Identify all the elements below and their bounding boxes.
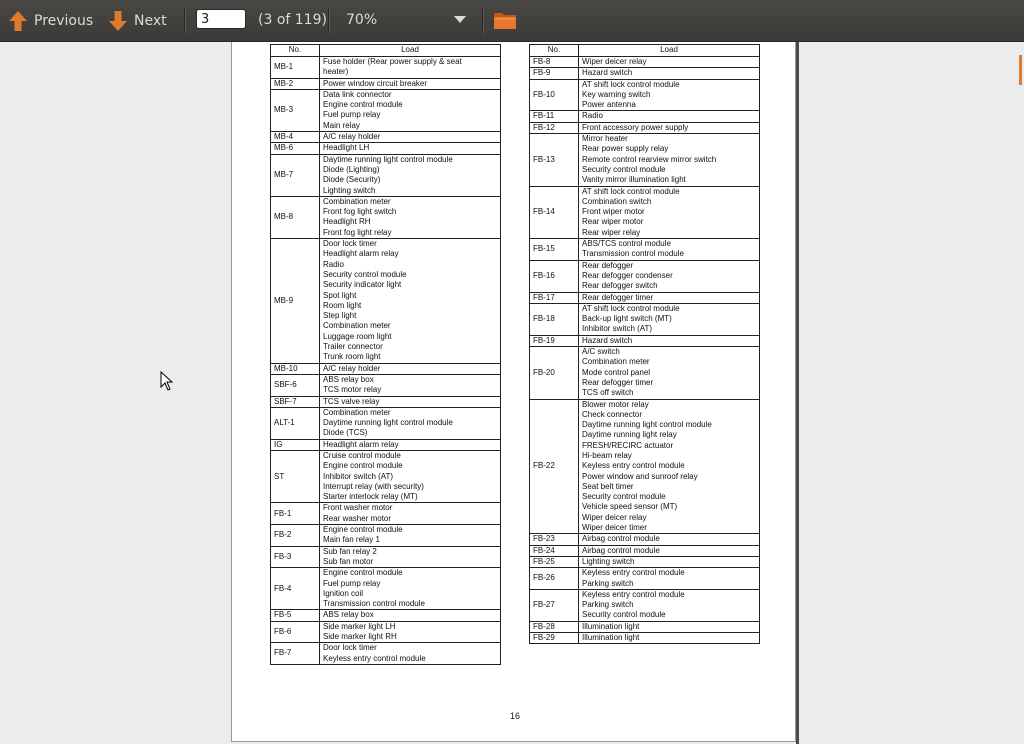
load-item: Rear defogger switch xyxy=(582,281,658,291)
load-item: A/C relay holder xyxy=(323,363,381,373)
table-row xyxy=(530,399,760,534)
fuse-load xyxy=(579,347,760,399)
load-item: Side marker light LH xyxy=(323,621,396,631)
load-item: Wiper deicer relay xyxy=(582,57,647,66)
fuse-load xyxy=(579,633,760,644)
load-item: Front fog light relay xyxy=(323,227,392,237)
fuse-number: MB-3 xyxy=(271,89,320,131)
page-number-input[interactable]: 3 xyxy=(196,9,246,29)
load-item: Headlight alarm relay xyxy=(323,439,399,449)
load-item: Keyless entry control module xyxy=(582,461,685,471)
fuse-load xyxy=(579,399,760,534)
fuse-number: FB-22 xyxy=(530,399,579,534)
table-row xyxy=(530,57,760,68)
load-item: Rear defogger xyxy=(582,260,634,270)
load-item: Fuse holder (Rear power supply & seat xyxy=(323,57,462,66)
column-header-load: Load xyxy=(579,45,760,57)
table-row xyxy=(530,556,760,567)
load-item: Diode (TCS) xyxy=(323,428,368,438)
fuse-load xyxy=(579,186,760,238)
fuse-number: FB-19 xyxy=(530,335,579,346)
load-item: Fuel pump relay xyxy=(323,110,381,120)
load-item: Rear defogger timer xyxy=(582,377,654,387)
fuse-number: FB-18 xyxy=(530,303,579,335)
load-item: Daytime running light control module xyxy=(582,420,712,430)
table-row xyxy=(271,154,501,196)
fuse-load xyxy=(579,568,760,590)
table-row xyxy=(271,525,501,547)
load-item: ABS relay box xyxy=(323,374,374,384)
fuse-load xyxy=(320,154,501,196)
load-item: Luggage room light xyxy=(323,331,392,341)
table-row xyxy=(271,396,501,407)
load-item: Rear defogger timer xyxy=(582,292,654,302)
load-item: Security control module xyxy=(323,269,407,279)
load-item: AT shift lock control module xyxy=(582,186,680,196)
fuse-number: FB-7 xyxy=(271,643,320,665)
fuse-load xyxy=(320,503,501,525)
fuse-number: FB-16 xyxy=(530,260,579,292)
fuse-load xyxy=(320,439,501,450)
fuse-load xyxy=(320,407,501,439)
fuse-number: FB-12 xyxy=(530,122,579,133)
load-item: Daytime running light relay xyxy=(582,430,677,440)
fuse-load xyxy=(320,374,501,396)
load-item: Daytime running light control module xyxy=(323,154,453,164)
fuse-load xyxy=(320,89,501,131)
load-item: Wiper deicer relay xyxy=(582,512,647,522)
mouse-cursor-icon xyxy=(160,371,174,395)
table-row xyxy=(530,335,760,346)
load-item: Starter interlock relay (MT) xyxy=(323,492,418,502)
load-item: Security control module xyxy=(582,492,666,502)
fuse-table-left xyxy=(270,44,501,665)
load-item: FRESH/RECIRC actuator xyxy=(582,440,674,450)
fuse-load xyxy=(320,143,501,154)
load-item: Headlight alarm relay xyxy=(323,249,399,259)
load-item: Rear wiper relay xyxy=(582,227,641,237)
load-item: Ignition coil xyxy=(323,588,364,598)
load-item: Remote control rearview mirror switch xyxy=(582,154,717,164)
load-item: Blower motor relay xyxy=(582,399,649,409)
fuse-number: FB-24 xyxy=(530,545,579,556)
fuse-load xyxy=(320,568,501,610)
load-item: AT shift lock control module xyxy=(582,303,680,313)
load-item: Combination meter xyxy=(582,357,650,367)
load-item: ABS relay box xyxy=(323,610,374,620)
load-item: Engine control module xyxy=(323,525,403,535)
load-item: Sub fan motor xyxy=(323,556,374,566)
fuse-number: SBF-7 xyxy=(271,396,320,407)
fuse-load xyxy=(320,546,501,568)
page-shadow xyxy=(796,42,799,744)
load-item: Sub fan relay 2 xyxy=(323,546,377,556)
page-number: 16 xyxy=(510,711,521,721)
fuse-number: FB-13 xyxy=(530,134,579,186)
fuse-load xyxy=(579,621,760,632)
table-row xyxy=(530,303,760,335)
toolbar-separator xyxy=(184,8,185,34)
table-row xyxy=(271,57,501,79)
load-item: Combination meter xyxy=(323,196,391,206)
fuse-number: FB-10 xyxy=(530,79,579,111)
zoom-value: 70% xyxy=(346,12,378,28)
load-item: Inhibitor switch (AT) xyxy=(323,471,394,481)
load-item: Security indicator light xyxy=(323,280,402,290)
fuse-number: FB-23 xyxy=(530,534,579,545)
load-item: Illumination light xyxy=(582,621,640,631)
load-item: Key warning switch xyxy=(582,89,651,99)
folder-icon[interactable] xyxy=(493,10,517,34)
table-row xyxy=(530,568,760,590)
load-item: Daytime running light control module xyxy=(323,418,453,428)
load-item: ABS/TCS control module xyxy=(582,239,671,249)
load-item: Rear defogger condenser xyxy=(582,270,673,280)
load-item: Hazard switch xyxy=(582,68,633,78)
fuse-load xyxy=(320,396,501,407)
fuse-load xyxy=(579,134,760,186)
load-item: Main fan relay 1 xyxy=(323,535,380,545)
fuse-number: FB-8 xyxy=(530,57,579,68)
fuse-load xyxy=(579,239,760,261)
table-row xyxy=(271,407,501,439)
load-item: Rear washer motor xyxy=(323,513,392,523)
column-header-no: No. xyxy=(530,45,579,57)
load-item: Headlight RH xyxy=(323,217,371,227)
toolbar xyxy=(0,0,1024,42)
load-item: Mirror heater xyxy=(582,134,628,144)
load-item: Illumination light xyxy=(582,633,640,643)
load-item: Front wiper motor xyxy=(582,207,645,217)
load-item: Back-up light switch (MT) xyxy=(582,314,672,324)
load-item: Combination switch xyxy=(582,196,652,206)
fuse-load xyxy=(320,132,501,143)
table-row xyxy=(530,621,760,632)
load-item: Vanity mirror illumination light xyxy=(582,175,686,185)
load-item: Hazard switch xyxy=(582,335,633,345)
table-row xyxy=(271,503,501,525)
toolbar-separator xyxy=(328,8,329,34)
load-item: A/C relay holder xyxy=(323,132,381,142)
fuse-number: FB-4 xyxy=(271,568,320,610)
load-item: Vehicle speed sensor (MT) xyxy=(582,502,678,512)
previous-button[interactable] xyxy=(8,0,93,41)
table-row xyxy=(271,239,501,364)
next-button[interactable] xyxy=(108,0,167,41)
table-row xyxy=(271,363,501,374)
load-item: Side marker light RH xyxy=(323,632,397,642)
previous-label: Previous xyxy=(34,12,94,29)
load-item: Keyless entry control module xyxy=(582,589,685,599)
fuse-number: MB-6 xyxy=(271,143,320,154)
chevron-down-icon xyxy=(454,16,466,23)
fuse-number: FB-26 xyxy=(530,568,579,590)
fuse-number: IG xyxy=(271,439,320,450)
fuse-number: MB-10 xyxy=(271,363,320,374)
fuse-load xyxy=(579,545,760,556)
load-item: Headlight LH xyxy=(323,143,370,153)
fuse-load xyxy=(579,303,760,335)
table-row xyxy=(530,292,760,303)
table-row xyxy=(530,633,760,644)
next-label: Next xyxy=(134,12,167,29)
load-item: Step light xyxy=(323,311,357,321)
load-item: Hi-beam relay xyxy=(582,450,632,460)
load-item: Inhibitor switch (AT) xyxy=(582,324,653,334)
load-item: Trunk room light xyxy=(323,352,381,362)
table-row xyxy=(271,374,501,396)
fuse-number: FB-14 xyxy=(530,186,579,238)
table-row xyxy=(271,621,501,643)
fuse-load xyxy=(579,79,760,111)
load-item: Parking switch xyxy=(582,578,634,588)
load-item: Airbag control module xyxy=(582,545,660,555)
load-item: Wiper deicer timer xyxy=(582,523,647,533)
load-item: Front washer motor xyxy=(323,503,393,513)
fuse-load xyxy=(320,78,501,89)
fuse-number: FB-1 xyxy=(271,503,320,525)
table-row xyxy=(530,260,760,292)
fuse-load xyxy=(320,57,501,79)
load-item: Airbag control module xyxy=(582,534,660,544)
load-item: Main relay xyxy=(323,120,360,130)
fuse-number: FB-17 xyxy=(530,292,579,303)
load-item: Engine control module xyxy=(323,461,403,471)
fuse-load xyxy=(579,534,760,545)
table-row xyxy=(271,643,501,665)
load-item: Combination meter xyxy=(323,321,391,331)
load-item: Door lock timer xyxy=(323,239,377,249)
fuse-number: FB-28 xyxy=(530,621,579,632)
load-item: Lighting switch xyxy=(323,185,376,195)
fuse-number: FB-2 xyxy=(271,525,320,547)
fuse-number: MB-8 xyxy=(271,196,320,238)
table-row xyxy=(271,89,501,131)
fuse-load xyxy=(320,610,501,621)
fuse-number: FB-5 xyxy=(271,610,320,621)
load-item: Rear wiper motor xyxy=(582,217,644,227)
table-row xyxy=(530,111,760,122)
load-item: TCS off switch xyxy=(582,388,634,398)
table-row xyxy=(530,347,760,399)
fuse-load xyxy=(579,57,760,68)
arrow-up-icon xyxy=(8,10,28,32)
load-item: Radio xyxy=(323,259,344,269)
fuse-load xyxy=(579,122,760,133)
fuse-number: FB-25 xyxy=(530,556,579,567)
load-item: A/C switch xyxy=(582,347,620,357)
table-row xyxy=(530,239,760,261)
table-row xyxy=(271,196,501,238)
load-item: AT shift lock control module xyxy=(582,79,680,89)
table-row xyxy=(271,450,501,502)
load-item: Interrupt relay (with security) xyxy=(323,481,424,491)
load-item: Trailer connector xyxy=(323,342,383,352)
load-item: Security control module xyxy=(582,164,666,174)
table-row xyxy=(530,134,760,186)
fuse-number: FB-3 xyxy=(271,546,320,568)
load-item: TCS motor relay xyxy=(323,385,382,395)
fuse-number: FB-27 xyxy=(530,589,579,621)
table-row xyxy=(271,568,501,610)
fuse-number: FB-11 xyxy=(530,111,579,122)
fuse-load xyxy=(320,621,501,643)
fuse-number: MB-1 xyxy=(271,57,320,79)
table-row xyxy=(271,546,501,568)
load-item: heater) xyxy=(323,67,349,77)
load-item: Diode (Lighting) xyxy=(323,164,380,174)
load-item: Keyless entry control module xyxy=(323,653,426,663)
column-header-no: No. xyxy=(271,45,320,57)
load-item: Power antenna xyxy=(582,100,636,110)
load-item: Security control module xyxy=(582,610,666,620)
load-item: Engine control module xyxy=(323,100,403,110)
fuse-load xyxy=(320,525,501,547)
load-item: Seat belt timer xyxy=(582,481,634,491)
fuse-table-right xyxy=(529,44,760,644)
table-row xyxy=(530,589,760,621)
load-item: TCS valve relay xyxy=(323,396,380,406)
fuse-load xyxy=(579,292,760,303)
fuse-number: FB-29 xyxy=(530,633,579,644)
load-item: Radio xyxy=(582,111,603,121)
load-item: Engine control module xyxy=(323,568,403,578)
fuse-number: FB-15 xyxy=(530,239,579,261)
load-item: Mode control panel xyxy=(582,367,651,377)
page-count: (3 of 119) xyxy=(258,12,327,28)
table-row xyxy=(271,143,501,154)
load-item: Power window circuit breaker xyxy=(323,78,428,88)
table-row xyxy=(530,122,760,133)
table-row xyxy=(271,439,501,450)
load-item: Transmission control module xyxy=(323,599,425,609)
fuse-number: FB-20 xyxy=(530,347,579,399)
fuse-number: MB-4 xyxy=(271,132,320,143)
fuse-number: ALT-1 xyxy=(271,407,320,439)
fuse-load xyxy=(579,260,760,292)
table-row xyxy=(271,610,501,621)
load-item: Door lock timer xyxy=(323,643,377,653)
load-item: Data link connector xyxy=(323,89,392,99)
fuse-number: MB-7 xyxy=(271,154,320,196)
fuse-load xyxy=(579,589,760,621)
table-row xyxy=(530,79,760,111)
load-item: Room light xyxy=(323,300,362,310)
fuse-load xyxy=(320,239,501,364)
load-item: Spot light xyxy=(323,290,357,300)
table-row xyxy=(271,78,501,89)
load-item: Check connector xyxy=(582,409,643,419)
load-item: Parking switch xyxy=(582,600,634,610)
fuse-number: FB-6 xyxy=(271,621,320,643)
arrow-down-icon xyxy=(108,10,128,32)
fuse-load xyxy=(579,335,760,346)
fuse-load xyxy=(320,643,501,665)
load-item: Front accessory power supply xyxy=(582,122,689,132)
table-row xyxy=(530,534,760,545)
load-item: Combination meter xyxy=(323,407,391,417)
column-header-load: Load xyxy=(320,45,501,57)
load-item: Rear power supply relay xyxy=(582,144,669,154)
table-row xyxy=(271,132,501,143)
load-item: Front fog light switch xyxy=(323,207,397,217)
zoom-select[interactable] xyxy=(336,6,476,34)
load-item: Transmission control module xyxy=(582,249,684,259)
document-page xyxy=(231,42,796,742)
fuse-load xyxy=(579,556,760,567)
table-row xyxy=(530,545,760,556)
fuse-load xyxy=(320,450,501,502)
fuse-number: SBF-6 xyxy=(271,374,320,396)
scrollbar-indicator[interactable] xyxy=(1019,55,1022,85)
load-item: Lighting switch xyxy=(582,556,635,566)
table-row xyxy=(530,68,760,79)
fuse-number: MB-9 xyxy=(271,239,320,364)
fuse-load xyxy=(320,363,501,374)
fuse-load xyxy=(320,196,501,238)
load-item: Cruise control module xyxy=(323,450,401,460)
load-item: Diode (Security) xyxy=(323,175,381,185)
fuse-load xyxy=(579,111,760,122)
load-item: Keyless entry control module xyxy=(582,568,685,578)
fuse-load xyxy=(579,68,760,79)
load-item: Fuel pump relay xyxy=(323,578,381,588)
load-item: Power window and sunroof relay xyxy=(582,471,698,481)
fuse-number: FB-9 xyxy=(530,68,579,79)
toolbar-separator xyxy=(482,8,483,34)
fuse-number: ST xyxy=(271,450,320,502)
fuse-number: MB-2 xyxy=(271,78,320,89)
table-row xyxy=(530,186,760,238)
